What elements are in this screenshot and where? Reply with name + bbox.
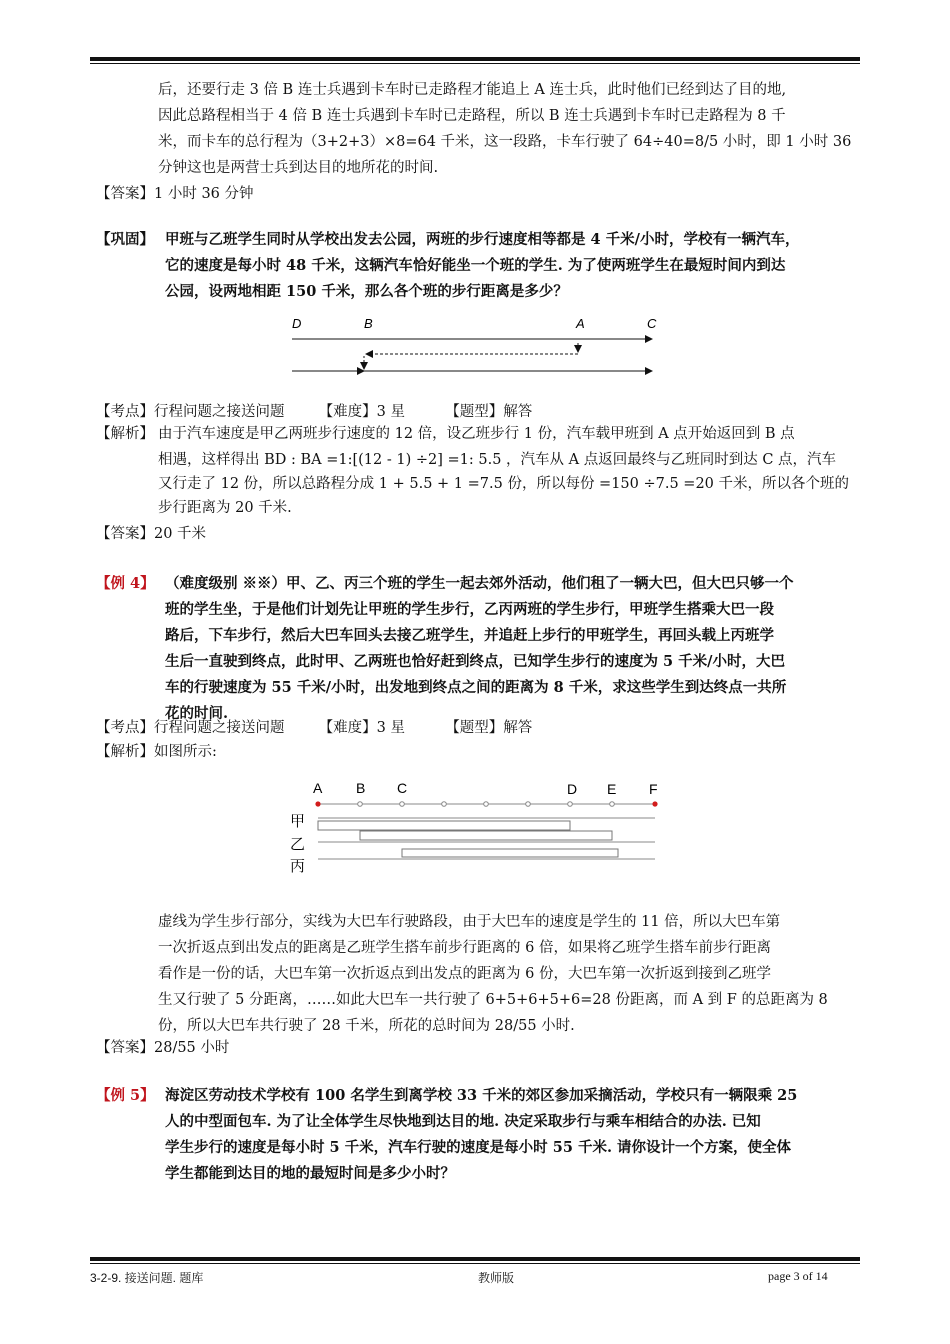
header-rule — [90, 57, 860, 61]
top-label-C: C — [397, 780, 408, 796]
solution-line-3: 米，而卡车的总行程为（3+2+3）×8=64 千米，这一段路，卡车行驶了 64÷40=8/5 小时，即 1 小时 36 — [158, 134, 852, 150]
answer-label: 【答案】 — [96, 526, 154, 542]
point-value: 行程问题之接送问题 — [154, 404, 285, 420]
label-D: D — [292, 316, 302, 331]
answer-text: 1 小时 36 分钟 — [154, 186, 254, 202]
answer-2 — [96, 522, 206, 546]
example5-line-2: 人的中型面包车. 为了让全体学生尽快地到达目的地. 决定采取步行与乘车相结合的办法. 已知 — [165, 1113, 761, 1130]
consolidate-line-1: 甲班与乙班学生同时从学校出发去公园，两班的步行速度相等都是 4 千米/小时，学校有一辆汽车， — [165, 231, 800, 248]
answer-label: 【答案】 — [96, 1040, 154, 1056]
row-label-yi: 乙 — [290, 836, 306, 853]
jia-bus — [318, 821, 570, 830]
row-label-bing: 丙 — [290, 858, 306, 875]
tick-1 — [358, 802, 363, 807]
example4-line-4: 生后一直驶到终点，此时甲、乙两班也恰好赶到终点，已知学生步行的速度为 5 千米/小时，大巴 — [165, 653, 785, 670]
consolidate-line-3: 公园，设两地相距 150 千米，那么各个班的步行距离是多少？ — [165, 283, 568, 300]
consolidate-analysis-label: 【解析】 — [96, 426, 154, 442]
answer-label: 【答案】 — [96, 186, 154, 202]
tick-2 — [400, 802, 405, 807]
answer-text: 20 千米 — [154, 526, 207, 542]
point-value: 行程问题之接送问题 — [154, 720, 285, 736]
difficulty-value: 3 星 — [376, 404, 405, 420]
footer-center: 教师版 — [478, 1271, 515, 1285]
top-label-E: E — [607, 781, 617, 797]
example4-line-2: 班的学生坐，于是他们计划先让甲班的学生步行，乙丙两班的学生步行，甲班学生搭乘大巴一段 — [165, 601, 774, 618]
point-label: 【考点】 — [96, 404, 154, 420]
example4-line-3: 路后，下车步行，然后大巴车回头去接乙班学生，并追赶上步行的甲班学生，再回头载上丙班学 — [165, 627, 774, 644]
consolidate-analysis-1: 由于汽车速度是甲乙两班步行速度的 12 倍，设乙班步行 1 份，汽车载甲班到 A 点开始返回到 B 点 — [158, 426, 795, 442]
example4-line-5: 车的行驶速度为 55 千米/小时，出发地到终点之间的距离为 8 千米，求这些学生到达终点一共所 — [165, 679, 787, 696]
consolidate-analysis-4: 步行距离为 20 千米. — [158, 500, 292, 516]
top-label-F: F — [649, 781, 658, 797]
example4-body-5: 份，所以大巴车共行驶了 28 千米，所花的总时间为 28/55 小时. — [158, 1018, 575, 1034]
point-F — [652, 801, 657, 806]
label-C: C — [647, 316, 657, 331]
tick-5 — [526, 802, 531, 807]
consolidate-analysis-3: 又行走了 12 份，所以总路程分成 1 + 5.5 + 1 =7.5 份，所以每份 =150 ÷7.5 =20 千米，所以各个班的 — [158, 476, 850, 492]
tick-4 — [484, 802, 489, 807]
label-A: A — [576, 316, 585, 331]
tick-7 — [610, 802, 615, 807]
example5-tag: 【例 5】 — [96, 1087, 155, 1104]
footer-page: page 3 of 14 — [768, 1269, 828, 1283]
top-label-D: D — [567, 781, 578, 797]
consolidate-line-2: 它的速度是每小时 48 千米，这辆汽车恰好能坐一个班的学生. 为了使两班学生在最短时间内到达 — [165, 257, 786, 274]
example4-diagram — [280, 772, 670, 877]
example4-tag: 【例 4】 — [96, 575, 155, 592]
solution-line-2: 因此总路程相当于 4 倍 B 连士兵遇到卡车时已走路程，所以 B 连士兵遇到卡车时已走路程为 8 千 — [158, 108, 786, 124]
consolidate-meta — [96, 400, 532, 424]
consolidate-analysis-2: 相遇，这样得出 BD : BA =1:[(12 - 1) ÷2] =1: 5.5 ，汽车从 A 点返回最终与乙班同时到达 C 点，汽车 — [158, 452, 837, 468]
answer-text: 28/55 小时 — [154, 1040, 230, 1056]
example5-line-3: 学生步行的速度是每小时 5 千米，汽车行驶的速度是每小时 55 千米. 请你设计一个方案，使全体 — [165, 1139, 792, 1156]
example4-body-2: 一次折返点到出发点的距离是乙班学生搭车前步行距离的 6 倍，如果将乙班学生搭车前步行距离 — [158, 940, 771, 956]
bing-bus — [402, 849, 618, 857]
difficulty-label: 【难度】 — [318, 404, 377, 420]
answer-1 — [96, 182, 254, 206]
header-rule-thin — [90, 63, 860, 64]
footer-rule-thin — [90, 1263, 860, 1264]
yi-bus — [360, 831, 612, 840]
analysis-label: 【解析】 — [96, 744, 154, 760]
type-label: 【题型】 — [445, 720, 504, 736]
footer-left: 3-2-9. 接送问题. 题库 — [90, 1271, 204, 1285]
type-value: 解答 — [503, 720, 533, 736]
solution-line-1: 后，还要行走 3 倍 B 连士兵遇到卡车时已走路程才能追上 A 连士兵，此时他们已经到达了目的地, — [158, 82, 787, 98]
example5-line-1: 海淀区劳动技术学校有 100 名学生到离学校 33 千米的郊区参加采摘活动，学校只有一辆限乘 25 — [165, 1087, 798, 1104]
example4-line-1: （难度级别 ※※）甲、乙、丙三个班的学生一起去郊外活动，他们租了一辆大巴，但大巴只够一个 — [165, 575, 794, 592]
example4-body-3: 看作是一份的话，大巴车第一次折返点到出发点的距离为 6 份，大巴车第一次折返到接到乙班学 — [158, 966, 771, 982]
tick-6 — [568, 802, 573, 807]
example4-analysis — [96, 740, 217, 764]
type-label: 【题型】 — [445, 404, 504, 420]
consolidate-diagram — [280, 310, 670, 385]
example4-body-4: 生又行驶了 5 分距离，……如此大巴车一共行驶了 6+5+6+5+6=28 份距离，而 A 到 F 的总距离为 8 — [158, 992, 828, 1008]
consolidate-tag: 【巩固】 — [96, 231, 154, 248]
example4-line-6: 花的时间. — [165, 705, 229, 722]
point-label: 【考点】 — [96, 720, 154, 736]
solution-line-4: 分钟这也是两营士兵到达目的地所花的时间. — [158, 160, 439, 176]
answer-3 — [96, 1036, 229, 1060]
example4-body-1: 虚线为学生步行部分，实线为大巴车行驶路段，由于大巴车的速度是学生的 11 倍，所以大巴车第 — [158, 914, 781, 930]
top-label-B: B — [356, 780, 366, 796]
type-value: 解答 — [503, 404, 533, 420]
difficulty-value: 3 星 — [376, 720, 405, 736]
top-label-A: A — [313, 780, 323, 796]
analysis-intro: 如图所示: — [154, 744, 217, 760]
tick-3 — [442, 802, 447, 807]
point-A — [315, 801, 320, 806]
difficulty-label: 【难度】 — [318, 720, 377, 736]
label-B: B — [364, 316, 373, 331]
row-label-jia: 甲 — [290, 813, 306, 830]
example5-line-4: 学生都能到达目的地的最短时间是多少小时？ — [165, 1165, 455, 1182]
example4-meta — [96, 716, 532, 740]
footer-rule — [90, 1257, 860, 1261]
